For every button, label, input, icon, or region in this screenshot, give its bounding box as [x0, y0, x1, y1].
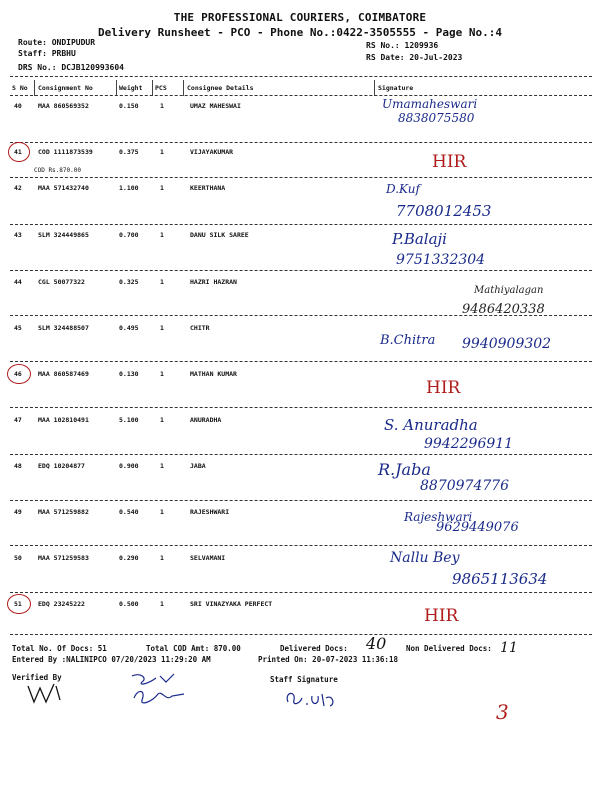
row-divider — [10, 361, 592, 362]
row-sno: 43 — [14, 231, 22, 239]
row-signature: P.Balaji — [392, 230, 447, 248]
row-consignee: VIJAYAKUMAR — [190, 148, 234, 156]
row-consignment: CGL 50077322 — [38, 278, 85, 286]
staff-signature — [282, 688, 346, 710]
verified-by-label: Verified By — [12, 673, 62, 682]
row-consignment: SLM 324449865 — [38, 231, 89, 239]
row-sno: 45 — [14, 324, 22, 332]
row-signature: Nallu Bey — [390, 550, 460, 566]
non-delivered-docs-label: Non Delivered Docs: — [406, 644, 492, 653]
row-phone: 7708012453 — [396, 202, 492, 220]
column-divider — [183, 80, 184, 96]
row-status-hir: HIR — [432, 152, 467, 172]
row-consignee: JABA — [190, 462, 206, 470]
delivered-docs-handwritten: 40 — [366, 634, 387, 653]
col-header-weight: Weight — [119, 84, 143, 92]
delivered-docs-label: Delivered Docs: — [280, 644, 348, 653]
row-sno: 49 — [14, 508, 22, 516]
row-signature: S. Anuradha — [384, 416, 478, 434]
row-pcs: 1 — [160, 370, 164, 378]
row-consignee: DANU SILK SAREE — [190, 231, 249, 239]
row-consignment: EDQ 10204877 — [38, 462, 85, 470]
route-label: Route: ONDIPUDUR — [18, 38, 96, 47]
row-weight: 0.500 — [119, 600, 139, 608]
entered-by: Entered By :NALINIPCO 07/20/2023 11:29:20 AM — [12, 655, 211, 664]
row-pcs: 1 — [160, 148, 164, 156]
row-weight: 0.900 — [119, 462, 139, 470]
row-status-hir: HIR — [426, 378, 461, 398]
table-header-rule — [10, 95, 592, 96]
rs-date: RS Date: 20-Jul-2023 — [366, 53, 463, 62]
row-consignee: SRI VINAZYAKA PERFECT — [190, 600, 273, 608]
column-divider — [152, 80, 153, 96]
row-divider — [10, 315, 592, 316]
row-sno: 44 — [14, 278, 22, 286]
row-phone: 9942296911 — [424, 436, 514, 452]
col-header-sno: S No — [12, 84, 28, 92]
row-phone: 8870974776 — [420, 478, 510, 494]
row-consignee: RAJESHWARI — [190, 508, 230, 516]
row-divider — [10, 142, 592, 143]
row-phone: 9486420338 — [462, 302, 545, 317]
staff-signature-label: Staff Signature — [270, 675, 338, 684]
row-weight: 0.290 — [119, 554, 139, 562]
printed-on: Printed On: 20-07-2023 11:36:18 — [258, 655, 398, 664]
row-consignee: HAZRI HAZRAN — [190, 278, 237, 286]
row-sno: 47 — [14, 416, 22, 424]
row-pcs: 1 — [160, 231, 164, 239]
row-divider — [10, 545, 592, 546]
verifier-signature — [24, 680, 68, 706]
row-divider — [10, 270, 592, 271]
row-consignee: SELVAMANI — [190, 554, 226, 562]
row-consignment: MAA 571259882 — [38, 508, 89, 516]
row-signature: B.Chitra — [380, 333, 436, 348]
row-weight: 0.375 — [119, 148, 139, 156]
row-weight: 0.150 — [119, 102, 139, 110]
row-consignment: MAA 102810491 — [38, 416, 89, 424]
row-consignee: CHITR — [190, 324, 210, 332]
table-top-rule — [10, 76, 592, 77]
row-pcs: 1 — [160, 278, 164, 286]
row-sno: 42 — [14, 184, 22, 192]
runsheet-subtitle: Delivery Runsheet - PCO - Phone No.:0422-3505555 - Page No.:4 — [98, 26, 502, 39]
row-consignment: MAA 860569352 — [38, 102, 89, 110]
row-pcs: 1 — [160, 600, 164, 608]
row-phone: 8838075580 — [398, 111, 475, 125]
row-divider — [10, 500, 592, 501]
company-title: THE PROFESSIONAL COURIERS, COIMBATORE — [173, 11, 427, 24]
page-count-mark: 3 — [496, 700, 509, 724]
row-sno: 41 — [14, 148, 22, 156]
row-consignment: SLM 324488507 — [38, 324, 89, 332]
row-divider — [10, 407, 592, 408]
row-pcs: 1 — [160, 554, 164, 562]
column-divider — [34, 80, 35, 96]
row-sno: 51 — [14, 600, 22, 608]
row-sno: 50 — [14, 554, 22, 562]
row-weight: 0.130 — [119, 370, 139, 378]
row-phone: 9629449076 — [436, 520, 519, 535]
row-signature: D.Kuf — [386, 182, 420, 196]
col-header-pcs: PCS — [155, 84, 167, 92]
col-header-signature: Signature — [378, 84, 414, 92]
row-divider — [10, 224, 592, 225]
col-header-consignee: Consignee Details — [187, 84, 254, 92]
row-divider — [10, 177, 592, 178]
table-bottom-rule — [10, 634, 592, 635]
row-weight: 1.100 — [119, 184, 139, 192]
row-consignment: EDQ 23245222 — [38, 600, 85, 608]
row-consignment: MAA 860587469 — [38, 370, 89, 378]
total-docs: Total No. Of Docs: 51 — [12, 644, 107, 653]
row-consignment: MAA 571259583 — [38, 554, 89, 562]
row-consignee: MATHAN KUMAR — [190, 370, 237, 378]
row-signature: Rajeshwari — [404, 510, 473, 524]
row-consignee: ANURADHA — [190, 416, 222, 424]
row-phone: 9751332304 — [396, 252, 486, 268]
staff-label: Staff: PRBHU — [18, 49, 76, 58]
row-weight: 0.325 — [119, 278, 139, 286]
row-signature: Umamaheswari — [382, 97, 478, 111]
column-divider — [374, 80, 375, 96]
row-divider — [10, 454, 592, 455]
row-divider — [10, 592, 592, 593]
drs-number: DRS No.: DCJB120993604 — [18, 63, 124, 72]
row-pcs: 1 — [160, 184, 164, 192]
row-weight: 0.540 — [119, 508, 139, 516]
row-phone: 9865113634 — [452, 570, 548, 588]
row-pcs: 1 — [160, 324, 164, 332]
row-weight: 0.495 — [119, 324, 139, 332]
row-pcs: 1 — [160, 102, 164, 110]
row-status-hir: HIR — [424, 606, 459, 626]
row-consignment: COD 1111873539 — [38, 148, 93, 156]
row-signature: Mathiyalagan — [474, 285, 544, 296]
column-divider — [116, 80, 117, 96]
row-phone: 9940909302 — [462, 336, 552, 352]
row-sno: 46 — [14, 370, 22, 378]
row-sno: 40 — [14, 102, 22, 110]
row-weight: 5.100 — [119, 416, 139, 424]
rs-number: RS No.: 1209936 — [366, 41, 439, 50]
row-signature: R.Jaba — [378, 460, 431, 479]
row-pcs: 1 — [160, 462, 164, 470]
row-sno: 48 — [14, 462, 22, 470]
total-cod-amount: Total COD Amt: 870.00 — [146, 644, 241, 653]
row-consignee: KEERTHANA — [190, 184, 226, 192]
row-cod-note: COD Rs.870.00 — [34, 167, 81, 174]
row-pcs: 1 — [160, 416, 164, 424]
entered-by-signature — [126, 668, 192, 710]
row-weight: 0.700 — [119, 231, 139, 239]
row-pcs: 1 — [160, 508, 164, 516]
row-consignment: MAA 571432740 — [38, 184, 89, 192]
row-consignee: UMAZ MAHESWAI — [190, 102, 241, 110]
col-header-consignment: Consignment No — [38, 84, 93, 92]
non-delivered-docs-handwritten: 11 — [500, 640, 518, 656]
